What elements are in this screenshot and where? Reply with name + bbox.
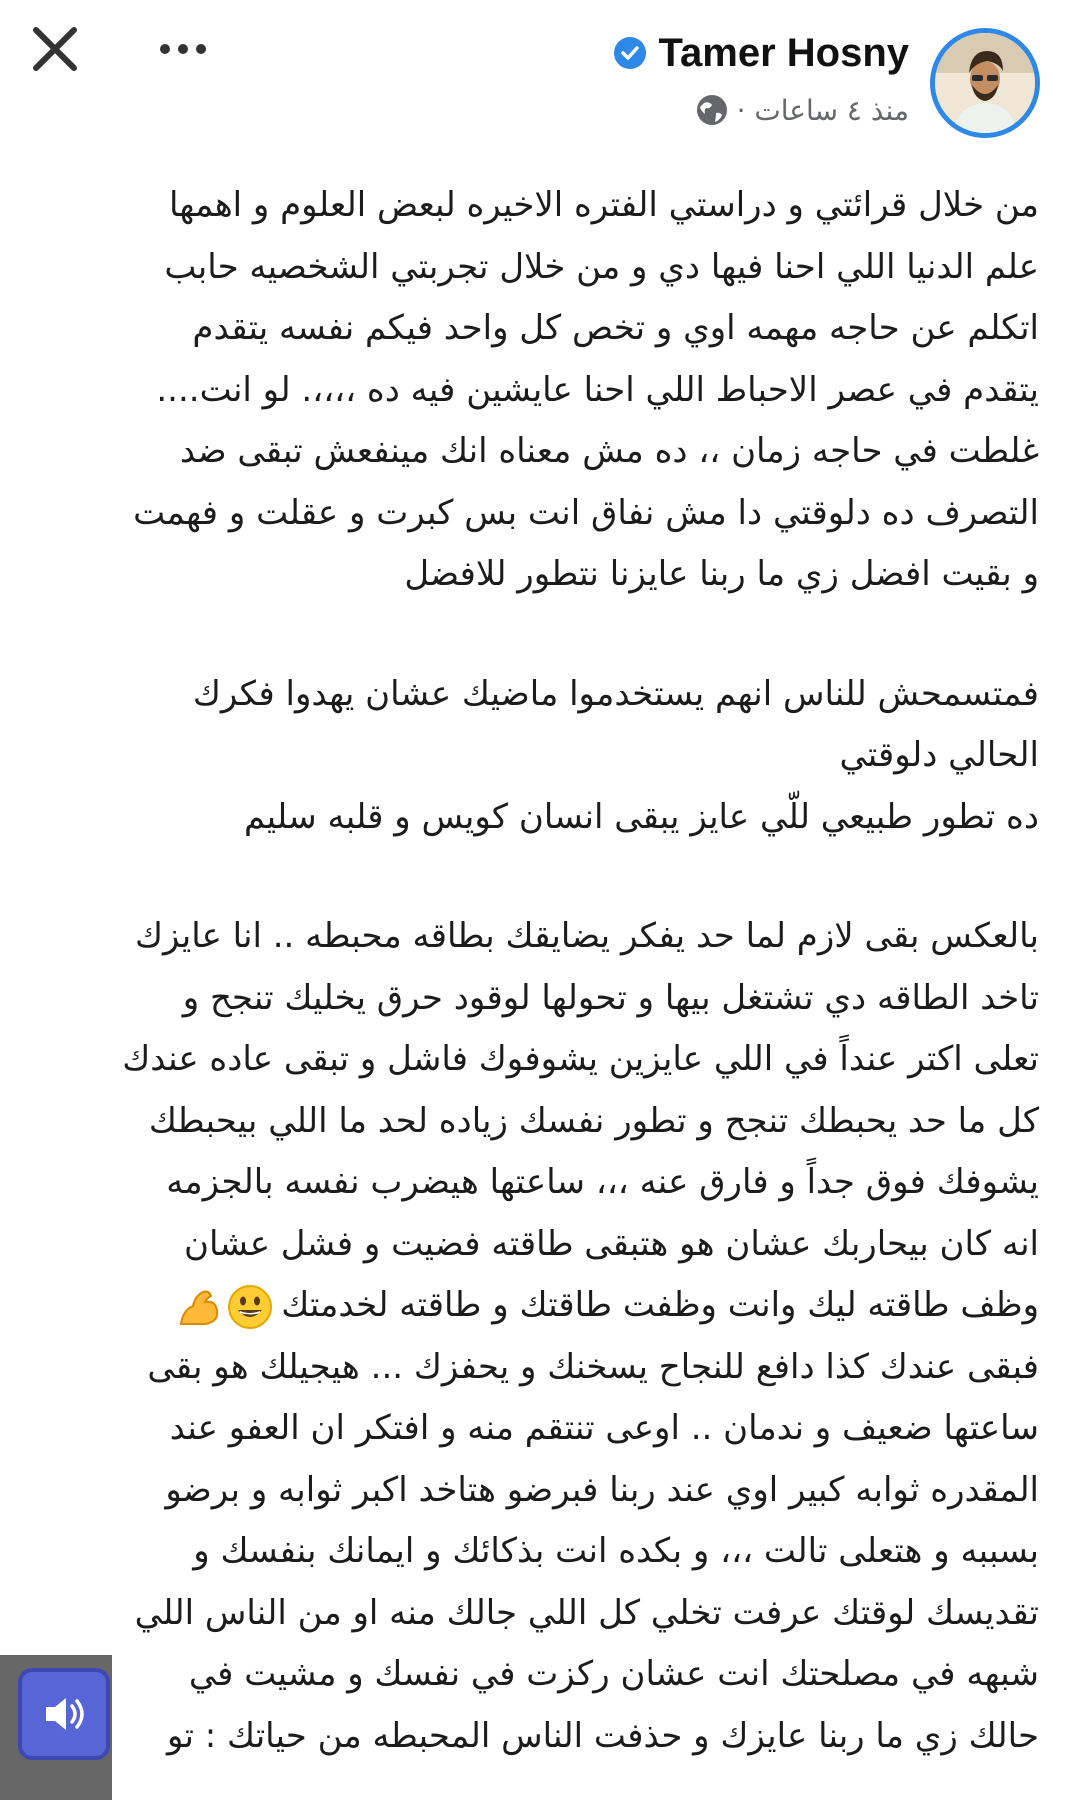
post-text: و بقيت افضل زي ما ربنا عايزنا نتطور للافضل bbox=[404, 554, 1039, 594]
post-text: تقديسك لوقتك عرفت تخلي كل اللي جالك منه او من الناس اللي bbox=[134, 1592, 1039, 1633]
post-text: يشوفك فوق جداً و فارق عنه ،،، ساعتها هيضرب نفسه بالجزمه bbox=[166, 1162, 1039, 1202]
post-body bbox=[39, 175, 1039, 1767]
flexed-biceps-icon bbox=[175, 1284, 221, 1330]
post-text-line bbox=[39, 1706, 1039, 1768]
post-text-line bbox=[39, 1152, 1039, 1214]
post-text: شبهه في مصلحتك انت عشان ركزت في نفسك و مشيت في bbox=[188, 1654, 1039, 1694]
post-text-line bbox=[39, 1460, 1039, 1522]
post-text: بسببه و هتعلى تالت ،،، و بكده انت بذكائك و ايمانك بنفسك و bbox=[193, 1531, 1039, 1571]
speaker-volume-icon bbox=[38, 1688, 90, 1740]
post-text: المقدره ثوابه كبير اوي عند ربنا فبرضو هتاخد اكبر ثوابه و برضو bbox=[165, 1469, 1039, 1510]
post-text: التصرف ده دلوقتي دا مش نفاق انت بس كبرت و عقلت و فهمت bbox=[133, 492, 1039, 533]
post-text-line bbox=[39, 298, 1039, 360]
globe-icon[interactable] bbox=[695, 93, 729, 127]
sound-toggle-button[interactable] bbox=[18, 1668, 110, 1760]
post-text-line bbox=[39, 1337, 1039, 1399]
post-text-line bbox=[39, 175, 1039, 237]
author-row bbox=[613, 28, 909, 78]
post-text: الحالي دلوقتي bbox=[839, 735, 1039, 775]
post-text: من خلال قرائتي و دراستي الفتره الاخيره لبعض العلوم و اهمها bbox=[169, 185, 1039, 225]
post-text-line bbox=[39, 1214, 1039, 1276]
post-text-line bbox=[39, 1091, 1039, 1153]
post-text-line bbox=[39, 237, 1039, 299]
post-text: تاخد الطاقه دي تشتغل بيها و تحولها لوقود حرق يخليك تنجح و bbox=[182, 977, 1039, 1018]
post-text: علم الدنيا اللي احنا فيها دي و من خلال تجربتي الشخصيه حابب bbox=[164, 246, 1039, 287]
post-text-line bbox=[39, 787, 1039, 849]
close-icon bbox=[28, 22, 82, 76]
post-text-line bbox=[39, 544, 1039, 606]
grinning-face-icon bbox=[227, 1284, 273, 1330]
post-meta-row bbox=[695, 88, 909, 132]
post-text-line bbox=[39, 421, 1039, 483]
post-text-line bbox=[39, 1521, 1039, 1583]
post-text: بالعكس بقى لازم لما حد يفكر يضايقك بطاقه محبطه .. انا عايزك bbox=[134, 916, 1039, 956]
post-text: ده تطور طبيعي للّي عايز يبقى انسان كويس و قلبه سليم bbox=[244, 796, 1039, 837]
post-text: وظف طاقته ليك وانت وظفت طاقتك و طاقته لخدمتك bbox=[281, 1285, 1039, 1325]
post-text: فبقى عندك كذا دافع للنجاح يسخنك و يحفزك ... هيجيلك هو بقى bbox=[147, 1346, 1039, 1387]
author-avatar[interactable] bbox=[930, 28, 1040, 138]
post-text-line bbox=[39, 1398, 1039, 1460]
post-text: فمتسمحش للناس انهم يستخدموا ماضيك عشان يهدوا فكرك bbox=[192, 673, 1039, 714]
emoji-group bbox=[175, 1284, 273, 1330]
post-header bbox=[0, 0, 1069, 150]
post-text-line bbox=[39, 1583, 1039, 1645]
post-text-line bbox=[39, 968, 1039, 1030]
verified-badge-icon bbox=[613, 36, 647, 70]
post-text-line bbox=[39, 906, 1039, 968]
close-button[interactable] bbox=[28, 22, 82, 76]
post-text-line bbox=[39, 1644, 1039, 1706]
post-text: اتكلم عن حاجه مهمه اوي و تخص كل واحد فيكم نفسه يتقدم bbox=[192, 308, 1039, 348]
post-text: تعلى اكتر عنداً في اللي عايزين يشوفوك فاشل و تبقى عاده عندك bbox=[122, 1039, 1039, 1079]
post-text: كل ما حد يحبطك تنجح و تطور نفسك زياده لحد ما اللي بيحبطك bbox=[148, 1100, 1039, 1141]
post-text-line bbox=[39, 725, 1039, 787]
author-name[interactable]: Tamer Hosny bbox=[658, 30, 909, 75]
post-text-line bbox=[39, 664, 1039, 726]
paragraph-gap bbox=[39, 848, 1039, 906]
post-text: ساعتها ضعيف و ندمان .. اوعى تنتقم منه و افتكر ان العفو عند bbox=[169, 1408, 1039, 1448]
paragraph-gap bbox=[39, 606, 1039, 664]
post-text-line bbox=[39, 1029, 1039, 1091]
post-text-line bbox=[39, 483, 1039, 545]
post-text: يتقدم في عصر الاحباط اللي احنا عايشين فيه ده ،،،،. لو انت.... bbox=[156, 369, 1039, 410]
more-horizontal-icon bbox=[155, 34, 211, 64]
avatar-image bbox=[935, 33, 1035, 133]
more-options-button[interactable] bbox=[155, 34, 211, 64]
post-text-line bbox=[39, 360, 1039, 422]
post-timestamp: منذ ٤ ساعات · bbox=[736, 93, 909, 127]
post-text: حالك زي ما ربنا عايزك و حذفت الناس المحبطه من حياتك : تو bbox=[166, 1715, 1039, 1756]
post-text: غلطت في حاجه زمان ،، ده مش معناه انك مينفعش تبقى ضد bbox=[179, 431, 1039, 471]
post-text: انه كان بيحاربك عشان هو هتبقى طاقته فضيت و فشل عشان bbox=[184, 1223, 1039, 1264]
post-text-line bbox=[39, 1275, 1039, 1337]
